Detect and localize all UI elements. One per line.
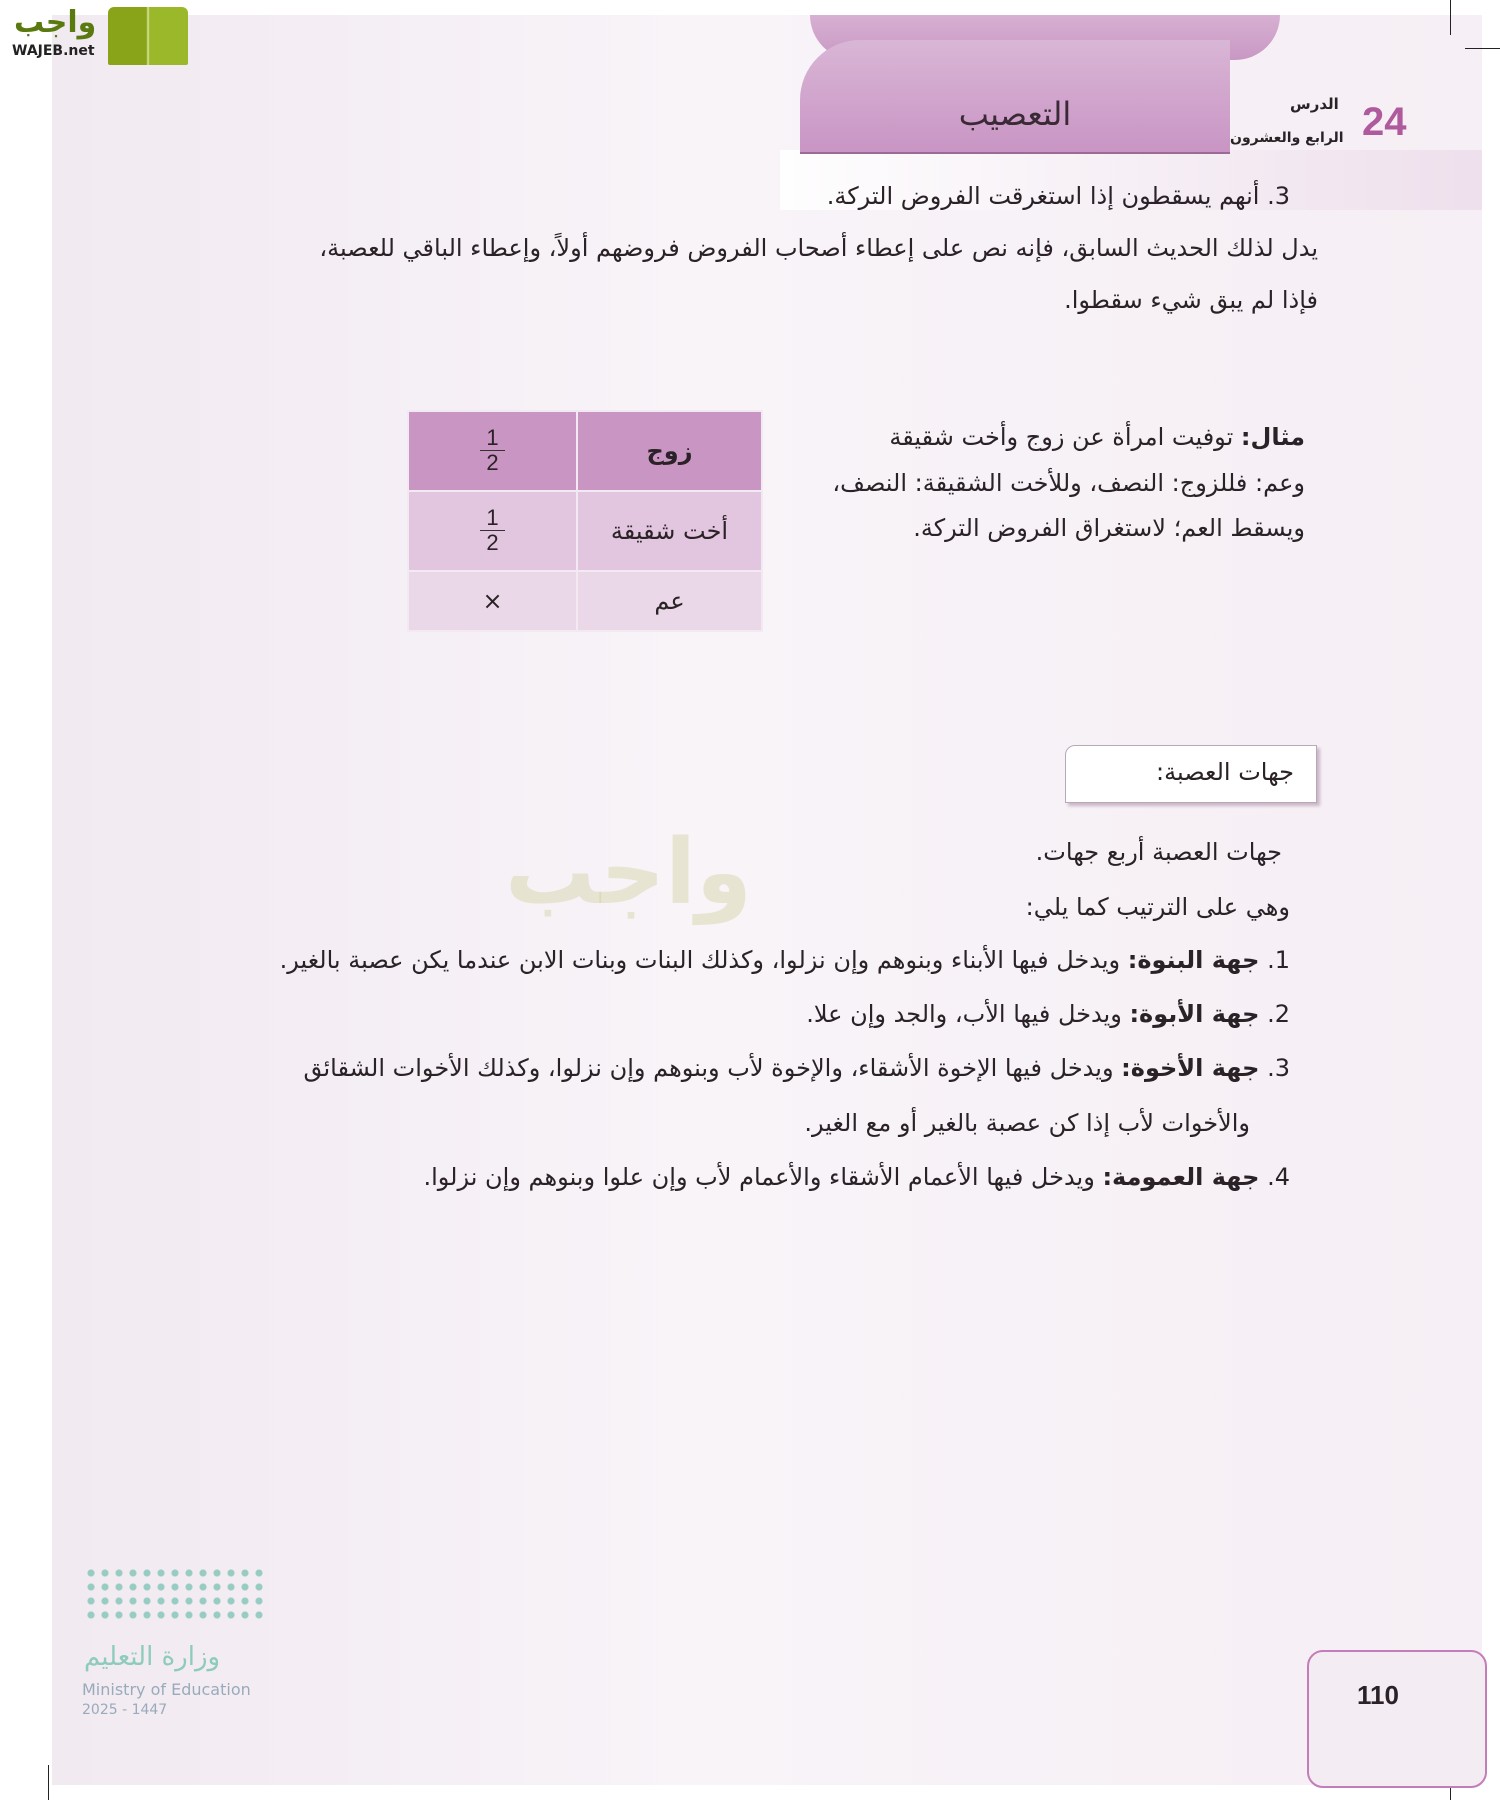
intro-item-3: 3. أنهم يسقطون إذا استغرقت الفروض التركة. — [826, 182, 1290, 210]
table-row — [408, 571, 762, 631]
example-label: مثال: — [1240, 423, 1305, 451]
section-line2: وهي على الترتيب كما يلي: — [1025, 893, 1290, 921]
share-cell: × — [408, 571, 577, 631]
list-item-continuation: والأخوات لأب إذا كن عصبة بالغير أو مع الغير. — [804, 1109, 1250, 1137]
ministry-logo: وزارة التعليم Ministry of Education 2025 - 1447 — [82, 1560, 272, 1725]
intro-paragraph-line2: فإذا لم يبق شيء سقطوا. — [1064, 286, 1318, 314]
page-number-box: 110 — [1307, 1650, 1487, 1788]
lesson-label: الدرس — [1290, 95, 1339, 113]
intro-paragraph-line1: يدل لذلك الحديث السابق، فإنه نص على إعطاء أصحاب الفروض فروضهم أولاً، وإعطاء الباقي للعصبة، — [319, 234, 1318, 262]
heir-cell: زوج — [577, 411, 762, 491]
table-row — [408, 411, 762, 491]
section-line1: جهات العصبة أربع جهات. — [1035, 838, 1282, 866]
fraction: $\frac{1}{2}$ — [480, 426, 504, 475]
lesson-ordinal: الرابع والعشرون — [1230, 130, 1344, 146]
example-line3: ويسقط العم؛ لاستغراق الفروض التركة. — [913, 514, 1305, 542]
fraction: $\frac{1}{2}$ — [480, 506, 504, 555]
lesson-number: 24 — [1362, 100, 1407, 144]
heir-cell: أخت شقيقة — [577, 491, 762, 571]
inheritance-table — [407, 410, 763, 632]
crop-mark — [48, 1765, 49, 1800]
list-item: 4. جهة العمومة: ويدخل فيها الأعمام الأشقاء والأعمام لأب وإن علوا وبنوهم وإن نزلوا. — [423, 1163, 1290, 1191]
list-item: 2. جهة الأبوة: ويدخل فيها الأب، والجد وإن علا. — [806, 1000, 1290, 1028]
book-icon — [108, 7, 188, 65]
example-line1: مثال: توفيت امرأة عن زوج وأخت شقيقة — [889, 423, 1305, 451]
list-item: 1. جهة البنوة: ويدخل فيها الأبناء وبنوهم وإن نزلوا، وكذلك البنات وبنات الابن عندما يكن عصبة بالغير. — [279, 946, 1290, 974]
dots-emblem-icon — [84, 1566, 264, 1622]
crop-mark — [1450, 0, 1451, 35]
table-row — [408, 491, 762, 571]
lesson-title: التعصيب — [958, 95, 1072, 133]
wajeb-logo: واجب WAJEB.net — [8, 5, 188, 65]
watermark: واجب — [505, 820, 752, 925]
crop-mark — [1465, 48, 1500, 49]
list-item: 3. جهة الأخوة: ويدخل فيها الإخوة الأشقاء، والإخوة لأب وبنوهم وإن نزلوا، وكذلك الأخوات الشقائق — [303, 1054, 1290, 1082]
section-heading-box: جهات العصبة: — [1065, 745, 1317, 803]
heir-cell: عم — [577, 571, 762, 631]
example-line2: وعم: فللزوج: النصف، وللأخت الشقيقة: النصف، — [832, 469, 1305, 497]
